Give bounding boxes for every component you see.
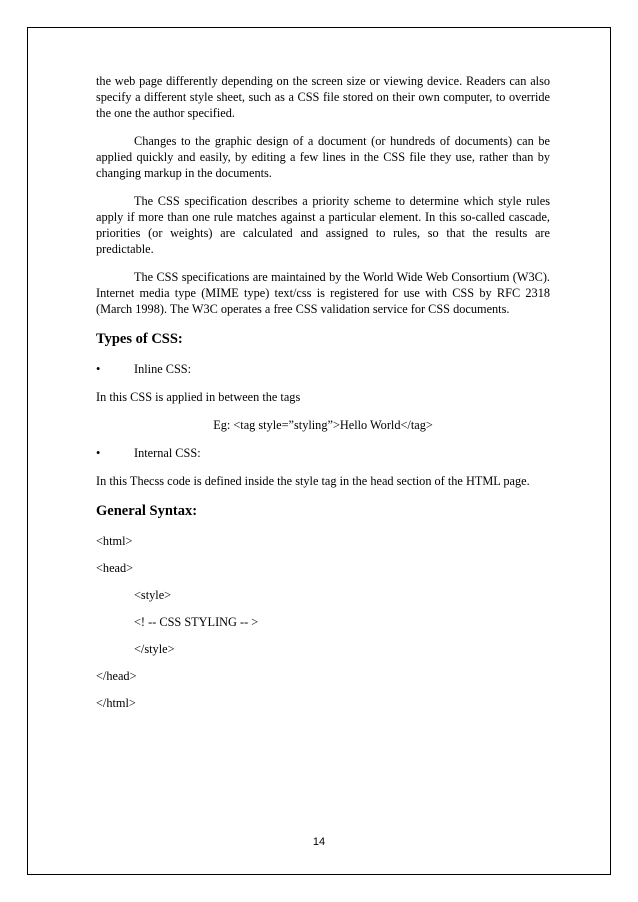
bullet-inline-css	[96, 361, 550, 377]
bullet-label: Internal CSS:	[134, 446, 201, 460]
internal-description: In this Thecss code is defined inside the style tag in the head section of the HTML page.	[96, 474, 530, 488]
code-line: <style>	[134, 588, 172, 602]
inline-description: In this CSS is applied in between the tags	[96, 390, 301, 404]
syntax-heading: General Syntax:	[96, 503, 198, 519]
paragraph-w3c: The CSS specifications are maintained by the World Wide Web Consortium (W3C). Internet media type (MIME type) text/css is registered for use with CSS by RFC 2318 (March 1998). The W3C operates a free CSS validation service for CSS documents.	[96, 270, 550, 316]
page-number: 14	[312, 836, 326, 848]
code-line: </head>	[96, 669, 137, 683]
inline-example: Eg: <tag style=”styling”>Hello World</tag>	[213, 418, 433, 432]
bullet-icon: •	[96, 362, 101, 376]
code-line: <! -- CSS STYLING -- >	[134, 615, 259, 629]
bullet-label: Inline CSS:	[134, 362, 192, 376]
code-line: <html>	[96, 534, 133, 548]
paragraph-continuation: the web page differently depending on the screen size or viewing device. Readers can also specify a different style sheet, such as a CSS file stored on their own computer, to override the one the author specified.	[96, 74, 550, 120]
paragraph-cascade: The CSS specification describes a priority scheme to determine which style rules apply if more than one rule matches against a particular element. In this so-called cascade, priorities (or weights) are calculated and assigned to rules, so that the results are predictable.	[96, 194, 550, 256]
document-body	[96, 73, 550, 722]
code-line: </style>	[134, 642, 175, 656]
bullet-internal-css	[96, 445, 550, 461]
types-heading: Types of CSS:	[96, 331, 183, 347]
code-line: </html>	[96, 696, 136, 710]
code-line: <head>	[96, 561, 134, 575]
paragraph-graphic-design: Changes to the graphic design of a document (or hundreds of documents) can be applied quickly and easily, by editing a few lines in the CSS file they use, rather than by changing markup in the documents.	[96, 134, 550, 180]
bullet-icon: •	[96, 446, 101, 460]
